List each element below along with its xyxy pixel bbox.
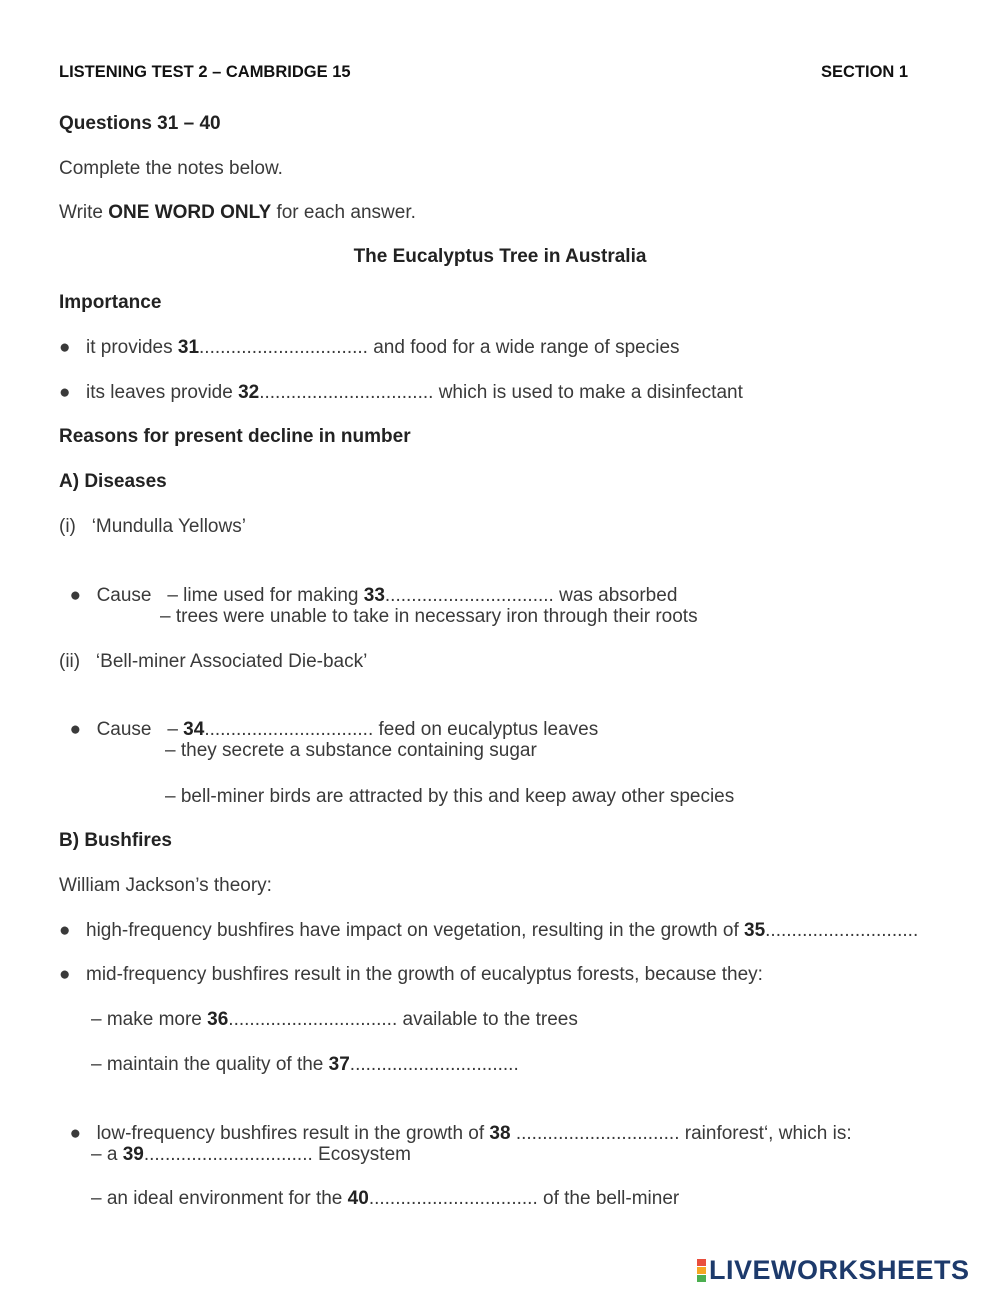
- importance-item-31: [59, 336, 680, 360]
- text-post: was absorbed: [553, 585, 678, 606]
- text-pre: it provides: [86, 337, 178, 358]
- disease-i: (i) ‘Mundulla Yellows’: [59, 516, 246, 537]
- bullet-icon: ●: [69, 719, 82, 740]
- bushfire-item-35: [59, 919, 918, 943]
- sub-item-36: [91, 1008, 578, 1032]
- reasons-heading: Reasons for present decline in number: [59, 426, 411, 447]
- bullet-icon: ●: [59, 382, 71, 403]
- question-number-33: 33: [363, 585, 385, 606]
- bushfire-item-38: [59, 1098, 852, 1146]
- logo-block-icon: [697, 1259, 706, 1266]
- sub-item-39: [91, 1143, 411, 1167]
- text-pre: high-frequency bushfires have impact on vegetation, resulting in the growth of: [86, 920, 744, 941]
- liveworksheets-logo[interactable]: [697, 1255, 970, 1285]
- question-number-40: 40: [347, 1188, 369, 1209]
- question-number-38: 38: [489, 1123, 511, 1144]
- jackson-theory: William Jackson’s theory:: [59, 875, 272, 896]
- question-number-37: 37: [328, 1054, 350, 1075]
- cause-33-detail: – trees were unable to take in necessary iron through their roots: [160, 606, 698, 627]
- answer-blank-36[interactable]: ................................: [228, 1009, 398, 1030]
- text-pre: its leaves provide: [86, 382, 239, 403]
- bullet-icon: ●: [59, 337, 71, 358]
- cause-34-detail-2: – bell-miner birds are attracted by this and keep away other species: [165, 786, 735, 807]
- importance-item-32: [59, 381, 743, 405]
- answer-blank-38[interactable]: ...............................: [510, 1123, 680, 1144]
- question-number-39: 39: [122, 1144, 144, 1165]
- text-pre: Cause –: [96, 719, 184, 740]
- sub-item-40: [91, 1187, 679, 1211]
- text-pre: Cause – lime used for making: [96, 585, 364, 606]
- text-pre: – a: [91, 1144, 123, 1165]
- bushfires-heading: B) Bushfires: [59, 830, 172, 851]
- instruction-write: [59, 201, 416, 225]
- text-pre: – maintain the quality of the: [91, 1054, 329, 1075]
- answer-blank-40[interactable]: ................................: [368, 1188, 538, 1209]
- text-post: of the bell-miner: [537, 1188, 680, 1209]
- disease-ii: (ii) ‘Bell-miner Associated Die-back’: [59, 651, 368, 672]
- text-post: and food for a wide range of species: [367, 337, 680, 358]
- answer-blank-37[interactable]: ................................: [349, 1054, 519, 1075]
- text-post: available to the trees: [397, 1009, 578, 1030]
- question-number-36: 36: [207, 1009, 229, 1030]
- answer-blank-32[interactable]: .................................: [259, 382, 434, 403]
- logo-block-icon: [697, 1267, 706, 1274]
- logo-block-icon: [697, 1275, 706, 1282]
- text-post: feed on eucalyptus leaves: [373, 719, 599, 740]
- instruction-post: for each answer.: [271, 202, 416, 223]
- bushfire-item-mid: [59, 963, 763, 987]
- notes-title: The Eucalyptus Tree in Australia: [353, 246, 647, 267]
- cause-34-detail-1: – they secrete a substance containing sugar: [165, 740, 537, 761]
- diseases-heading: A) Diseases: [59, 471, 167, 492]
- text-post: Ecosystem: [312, 1144, 411, 1165]
- answer-blank-39[interactable]: ................................: [143, 1144, 313, 1165]
- text-pre: – an ideal environment for the: [91, 1188, 348, 1209]
- bullet-icon: ●: [69, 1123, 82, 1144]
- logo-text: LIVEWORKSHEETS: [709, 1254, 970, 1285]
- text-post: rainforest‘, which is:: [679, 1123, 852, 1144]
- text-post: which is used to make a disinfectant: [433, 382, 743, 403]
- questions-heading: Questions 31 – 40: [59, 113, 221, 134]
- importance-heading: Importance: [59, 292, 162, 313]
- instruction-bold: ONE WORD ONLY: [108, 202, 272, 223]
- text-pre: – make more: [91, 1009, 208, 1030]
- bullet-icon: ●: [59, 920, 71, 941]
- cause-34: [59, 694, 598, 742]
- question-number-31: 31: [177, 337, 200, 358]
- bullet-icon: ●: [59, 964, 71, 985]
- header-left: LISTENING TEST 2 – CAMBRIDGE 15: [59, 63, 351, 81]
- answer-blank-33[interactable]: ................................: [384, 585, 554, 606]
- instruction-pre: Write: [59, 202, 109, 223]
- sub-item-37: [91, 1053, 519, 1077]
- instruction-complete: Complete the notes below.: [59, 158, 283, 179]
- text: mid-frequency bushfires result in the growth of eucalyptus forests, because they:: [86, 964, 763, 985]
- question-number-34: 34: [183, 719, 205, 740]
- question-number-32: 32: [238, 382, 260, 403]
- text-pre: low-frequency bushfires result in the growth of: [96, 1123, 490, 1144]
- answer-blank-31[interactable]: ................................: [199, 337, 368, 358]
- logo-blocks-icon: [697, 1259, 706, 1282]
- bullet-icon: ●: [69, 585, 82, 606]
- answer-blank-34[interactable]: ................................: [204, 719, 374, 740]
- answer-blank-35[interactable]: .............................: [765, 920, 919, 941]
- question-number-35: 35: [744, 920, 766, 941]
- header-right: SECTION 1: [821, 63, 909, 81]
- cause-33: [59, 560, 677, 608]
